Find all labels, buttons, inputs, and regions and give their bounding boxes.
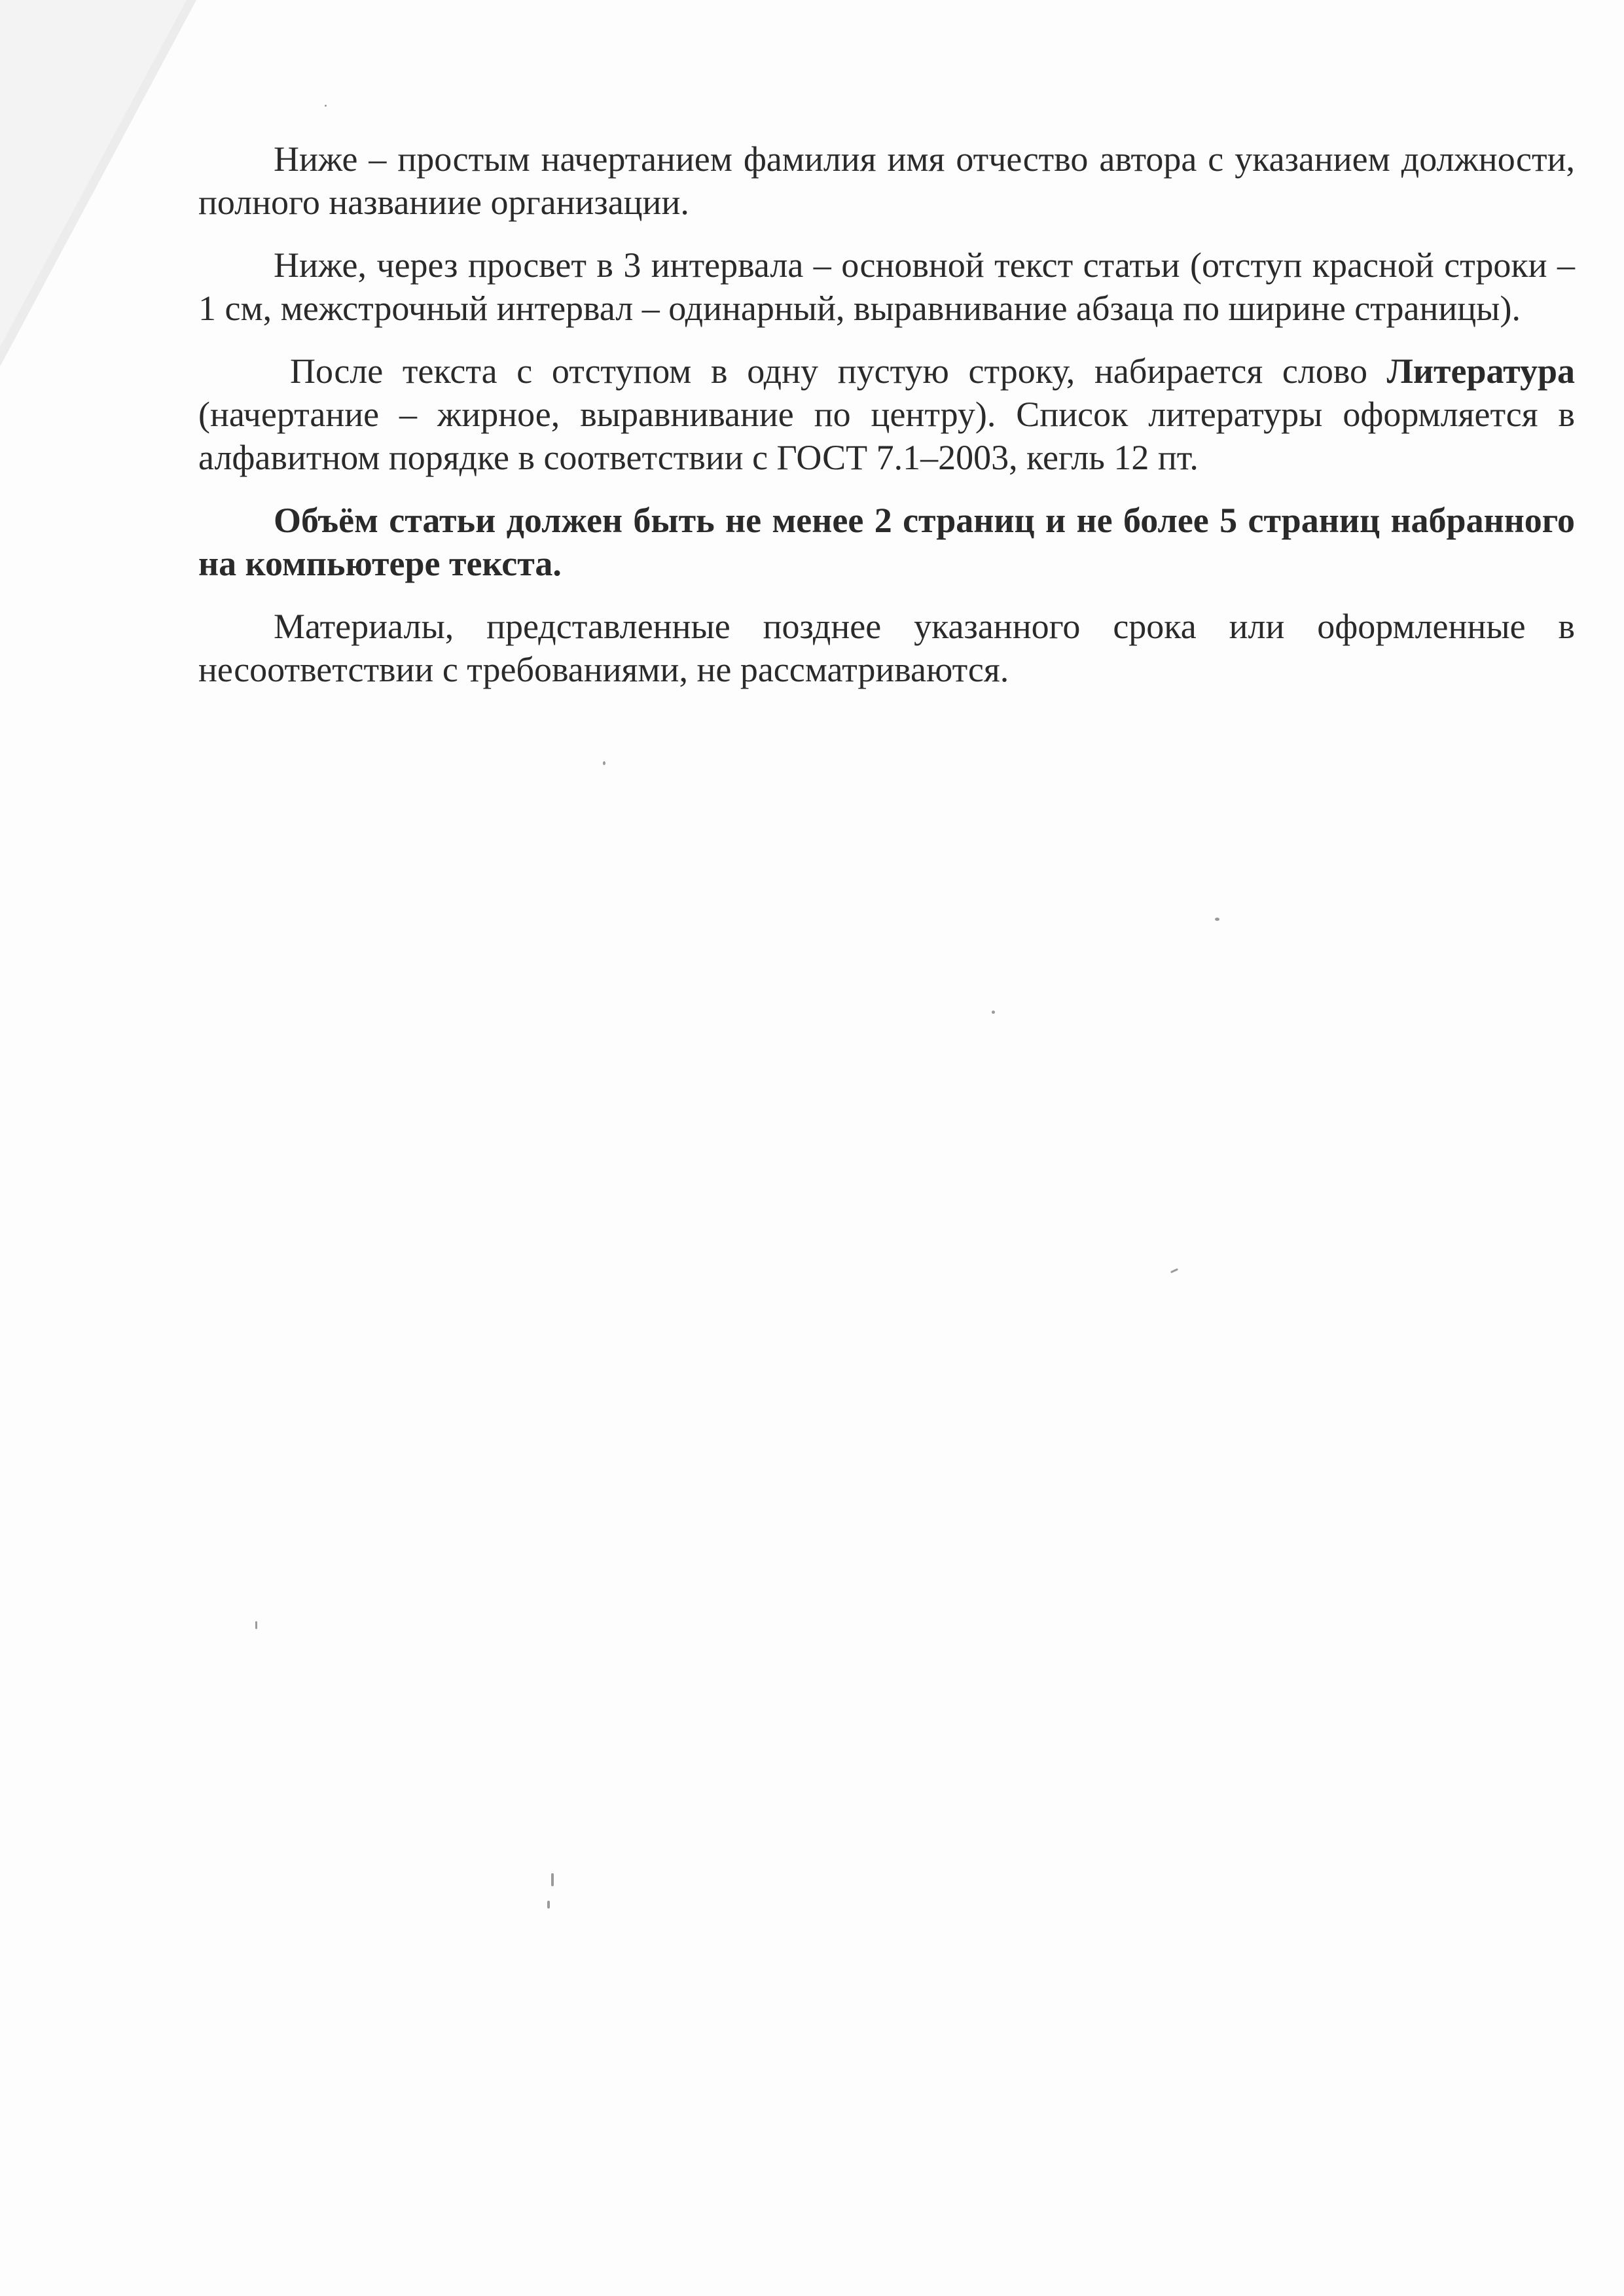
paragraph-rejection-notice: Материалы, представленные позднее указанного срока или оформленные в несоответствии с требованиями, не рассматриваются. bbox=[198, 607, 1575, 689]
scan-speck bbox=[1170, 1268, 1178, 1274]
scan-speck bbox=[547, 1901, 550, 1909]
paragraph-main-text: Ниже, через просвет в 3 интервала – основной текст статьи (отступ красной строки – 1 см, межстрочный интервал – одинарный, выравнивание абзаца по ширине страницы). bbox=[198, 245, 1575, 328]
literature-text-after: (начертание – жирное, выравнивание по центру). Список литературы оформляется в алфавитном порядке в соответствии с ГОСТ 7.1–2003, кегль 12 пт. bbox=[198, 395, 1575, 477]
paragraph-literature bbox=[198, 350, 1575, 479]
scan-speck bbox=[1215, 918, 1219, 921]
paragraph-author-info: Ниже – простым начертанием фамилия имя отчество автора с указанием должности, полного названиие организации. bbox=[198, 139, 1575, 222]
scan-speck bbox=[992, 1011, 995, 1014]
literature-word: Литература bbox=[1386, 351, 1575, 391]
scan-speck bbox=[325, 105, 327, 107]
scan-speck bbox=[551, 1873, 554, 1886]
scan-speck bbox=[603, 761, 605, 765]
document-body bbox=[198, 137, 1575, 711]
literature-text-before: После текста с отступом в одну пустую строку, набирается слово bbox=[290, 351, 1387, 391]
paragraph-volume-requirement: Объём статьи должен быть не менее 2 страниц и не более 5 страниц набранного на компьютере текста. bbox=[198, 501, 1575, 583]
scan-speck bbox=[255, 1621, 257, 1629]
